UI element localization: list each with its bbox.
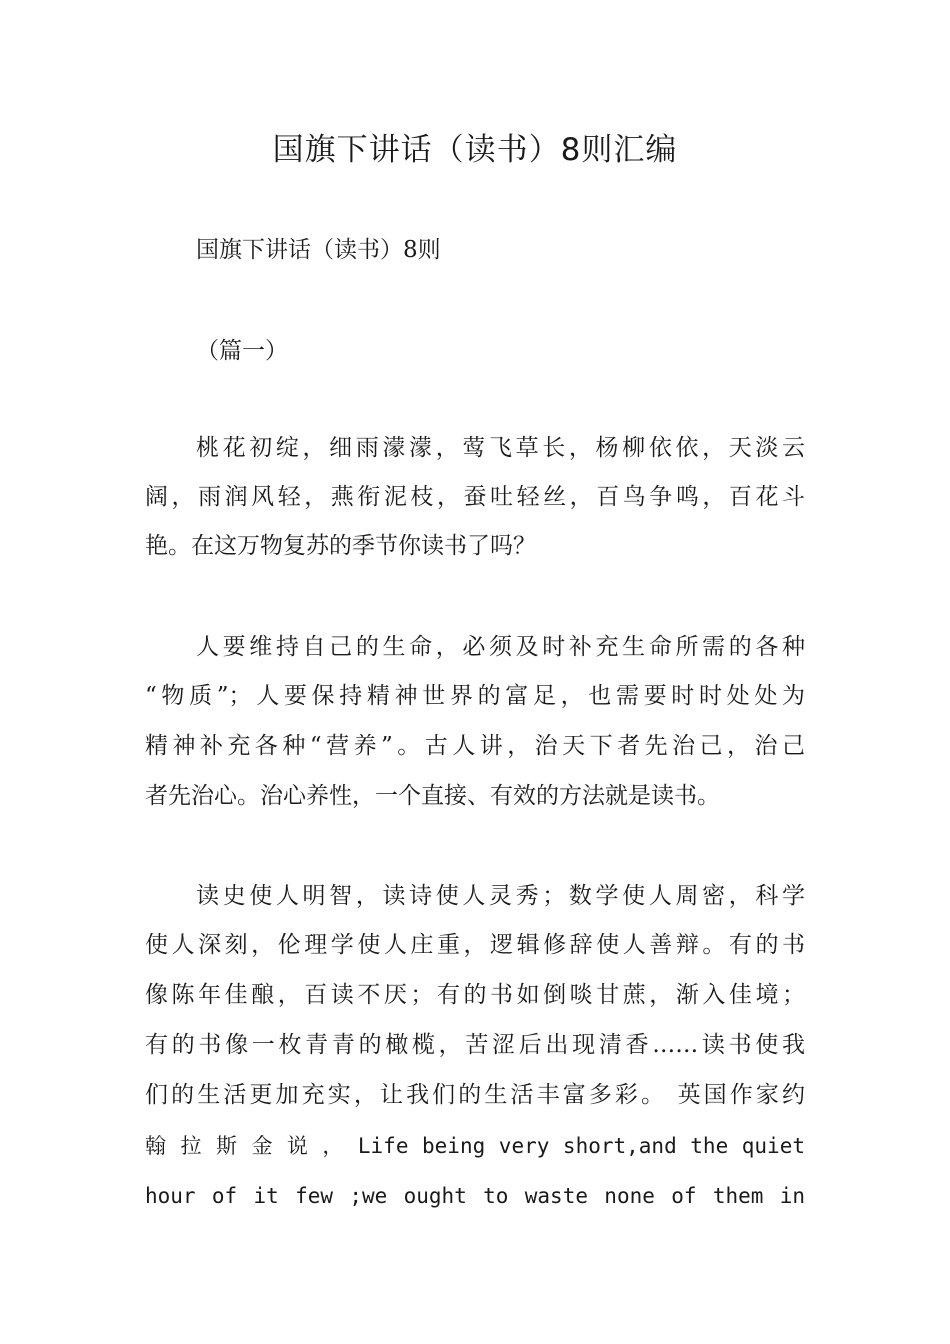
paragraph-1-line-1: 桃花初绽，细雨濛濛，莺飞草长，杨柳依依，天淡云 [196,435,805,461]
paragraph-3-line-1: 读史使人明智，读诗使人灵秀；数学使人周密，科学 [196,883,805,909]
paragraph-1-line-3: 艳。在这万物复苏的季节你读书了吗？ [145,533,536,559]
paragraph-2-line-4: 者先治心。治心养性，一个直接、有效的方法就是读书。 [145,783,720,809]
paragraph-2-line-3: 精神补充各种“营养”。古人讲，治天下者先治己，治己 [145,733,805,759]
document-subtitle: 国旗下讲话（读书）8则 [196,237,441,263]
paragraph-3-line-7: hour of it few ;we ought to waste none of them in [145,1184,805,1208]
paragraph-3-line-6: 翰 拉 斯 金 说 ， Life being very short,and the quiet [145,1134,805,1158]
paragraph-3-line-2: 使人深刻，伦理学使人庄重，逻辑修辞使人善辩。有的书 [145,932,805,958]
paragraph-1-line-2: 阔，雨润风轻，燕衔泥枝，蚕吐轻丝，百鸟争鸣，百花斗 [145,484,805,510]
document-title: 国旗下讲话（读书）8则汇编 [272,132,678,168]
paragraph-2-line-2: “物质”；人要保持精神世界的富足，也需要时时处处为 [145,683,805,709]
paragraph-3-line-3: 像陈年佳酿，百读不厌；有的书如倒啖甘蔗，渐入佳境； [145,982,805,1008]
section-heading: （篇一） [196,338,288,364]
paragraph-3-line-5: 们的生活更加充实，让我们的生活丰富多彩。 英国作家约 [145,1082,805,1108]
paragraph-2-line-1: 人要维持自己的生命，必须及时补充生命所需的各种 [196,634,805,660]
paragraph-3-line-4: 有的书像一枚青青的橄榄，苦涩后出现清香……读书使我 [145,1032,805,1058]
